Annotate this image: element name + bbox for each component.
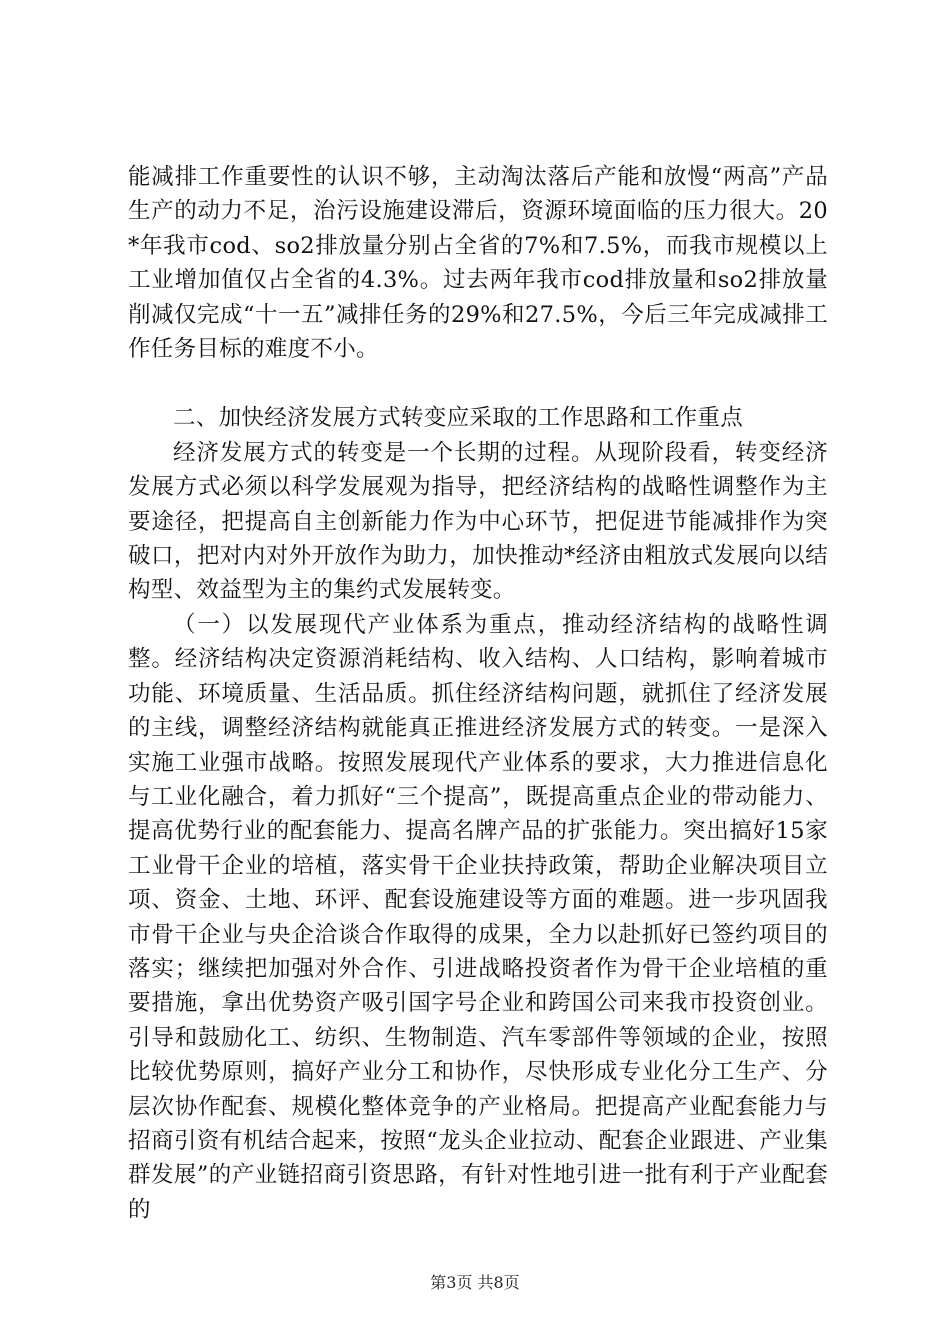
paragraph-continuation: 能减排工作重要性的认识不够，主动淘汰落后产能和放慢“两高”产品生产的动力不足，治污设施建设滞后，资源环境面临的压力很大。20*年我市cod、so2排放量分别占全省的7%和7.5%，而我市规模以上工业增加值仅占全省的4.3%。过去两年我市cod排放量和so2排放量削减仅完成“十一五”减排任务的29%和27.5%，今后三年完成减排工作任务目标的难度不小。: [128, 164, 828, 363]
section-heading: 二、加快经济发展方式转变应采取的工作思路和工作重点: [173, 405, 744, 432]
paragraph-overview: 经济发展方式的转变是一个长期的过程。从现阶段看，转变经济发展方式必须以科学发展观为指导，把经济结构的战略性调整作为主要途径，把提高自主创新能力作为中心环节，把促进节能减排作为突破口，把对内对外开放作为助力，加快推动*经济由粗放式发展向以结构型、效益型为主的集约式发展转变。: [128, 439, 828, 604]
document-body: [128, 160, 828, 1227]
paragraph-subsection-one: （一）以发展现代产业体系为重点，推动经济结构的战略性调整。经济结构决定资源消耗结构、收入结构、人口结构，影响着城市功能、环境质量、生活品质。抓住经济结构问题，就抓住了经济发展的主线，调整经济结构就能真正推进经济发展方式的转变。一是深入实施工业强市战略。按照发展现代产业体系的要求，大力推进信息化与工业化融合，着力抓好“三个提高”，既提高重点企业的带动能力、提高优势行业的配套能力、提高名牌产品的扩张能力。突出搞好15家工业骨干企业的培植，落实骨干企业扶持政策，帮助企业解决项目立项、资金、土地、环评、配套设施建设等方面的难题。进一步巩固我市骨干企业与央企洽谈合作取得的成果，全力以赴抓好已签约项目的落实；继续把加强对外合作、引进战略投资者作为骨干企业培植的重要措施，拿出优势资产吸引国字号企业和跨国公司来我市投资创业。引导和鼓励化工、纺织、生物制造、汽车零部件等领域的企业，按照比较优势原则，搞好产业分工和协作，尽快形成专业化分工生产、分层次协作配套、规模化整体竞争的产业格局。把提高产业配套能力与招商引资有机结合起来，按照“龙头企业拉动、配套企业跟进、产业集群发展”的产业链招商引资思路，有针对性地引进一批有利于产业配套的: [128, 611, 828, 1223]
page-number-footer: 第3页 共8页: [430, 1273, 520, 1292]
